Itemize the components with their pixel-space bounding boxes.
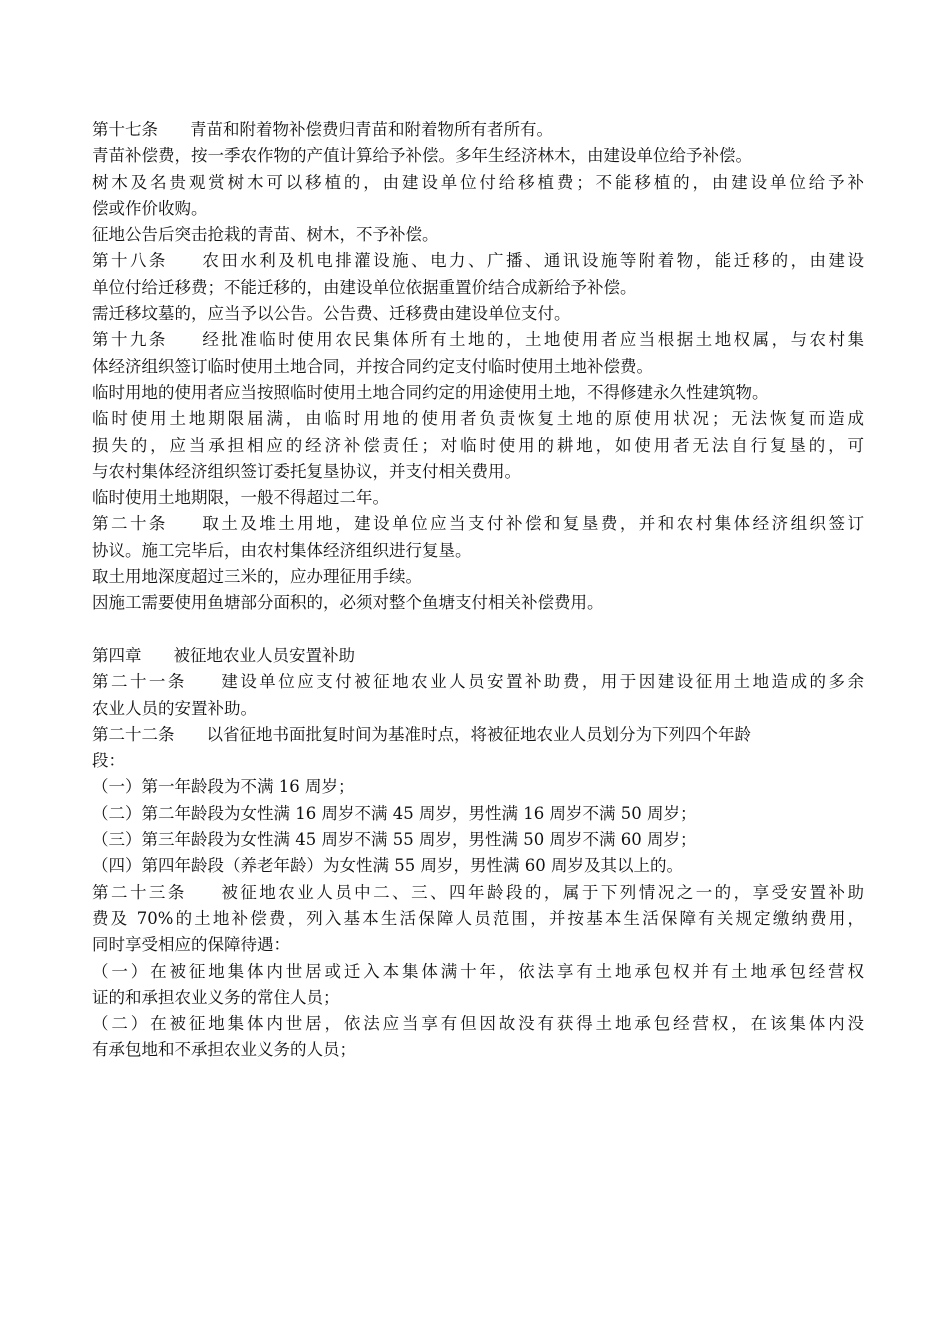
paragraph-line: 单位付给迁移费；不能迁移的，由建设单位依据重置价结合成新给予补偿。 — [92, 277, 637, 297]
paragraph-line: 树木及名贵观赏树木可以移植的，由建设单位付给移植费；不能移植的，由建设单位给予补 — [92, 172, 864, 192]
list-item-continuation: 证的和承担农业义务的常住人员； — [92, 987, 340, 1007]
list-item: （一）在被征地集体内世居或迁入本集体满十年，依法享有土地承包权并有土地承包经营权 — [92, 961, 864, 981]
paragraph-line: 取土用地深度超过三米的，应办理征用手续。 — [92, 567, 422, 587]
article-22-line-1: 第二十二条 以省征地书面批复时间为基准时点，将被征地农业人员划分为下列四个年龄 — [92, 724, 751, 744]
article-17-line-1: 第十七条 青苗和附着物补偿费归青苗和附着物所有者所有。 — [92, 120, 553, 139]
article-19-heading: 第十九条 — [92, 330, 168, 350]
paragraph-line: 段： — [92, 751, 125, 771]
list-item: （一）第一年龄段为不满 16 周岁； — [92, 777, 355, 797]
paragraph-gap — [92, 617, 864, 643]
article-20-heading: 第二十条 — [92, 514, 168, 534]
article-23-heading: 第二十三条 — [92, 882, 187, 902]
list-item-continuation: 有承包地和不承担农业义务的人员； — [92, 1040, 356, 1060]
paragraph-line: 农业人员的安置补助。 — [92, 698, 257, 718]
paragraph-line: 需迁移坟墓的，应当予以公告。公告费、迁移费由建设单位支付。 — [92, 304, 571, 324]
list-item: （四）第四年龄段（养老年龄）为女性满 55 周岁，男性满 60 周岁及其以上的。 — [92, 856, 683, 876]
article-22-heading: 第二十二条 — [92, 724, 175, 744]
paragraph-line: 临时用地的使用者应当按照临时使用土地合同约定的用途使用土地，不得修建永久性建筑物。 — [92, 382, 769, 402]
paragraph-line: 青苗补偿费，按一季农作物的产值计算给予补偿。多年生经济林木，由建设单位给予补偿。 — [92, 146, 752, 166]
paragraph-line: 征地公告后突击抢栽的青苗、树木，不予补偿。 — [92, 225, 439, 245]
article-19-line-1: 第十九条 经批准临时使用农民集体所有土地的，土地使用者应当根据土地权属，与农村集 — [92, 330, 865, 350]
list-item: （三）第三年龄段为女性满 45 周岁不满 55 周岁，男性满 50 周岁不满 60 周岁； — [92, 830, 697, 850]
paragraph-line: 协议。施工完毕后，由农村集体经济组织进行复垦。 — [92, 540, 472, 560]
article-21-heading: 第二十一条 — [92, 672, 187, 692]
article-17-heading: 第十七条 — [92, 120, 158, 139]
paragraph-line: 损失的，应当承担相应的经济补偿责任；对临时使用的耕地，如使用者无法自行复垦的，可 — [92, 435, 864, 455]
paragraph-line: 与农村集体经济组织签订委托复垦协议，并支付相关费用。 — [92, 461, 521, 481]
list-item: （二）在被征地集体内世居，依法应当享有但因故没有获得土地承包经营权，在该集体内没 — [92, 1014, 864, 1034]
paragraph-line: 因施工需要使用鱼塘部分面积的，必须对整个鱼塘支付相关补偿费用。 — [92, 593, 604, 613]
paragraph-line: 临时使用土地期限，一般不得超过二年。 — [92, 488, 389, 508]
paragraph-line: 偿或作价收购。 — [92, 198, 208, 218]
article-21-line-1: 第二十一条 建设单位应支付被征地农业人员安置补助费，用于因建设征用土地造成的多余 — [92, 672, 865, 692]
paragraph-line: 费及 70%的土地补偿费，列入基本生活保障人员范围，并按基本生活保障有关规定缴纳费用， — [92, 908, 864, 928]
list-item: （二）第二年龄段为女性满 16 周岁不满 45 周岁，男性满 16 周岁不满 50 周岁； — [92, 803, 697, 823]
article-23-line-1: 第二十三条 被征地农业人员中二、三、四年龄段的，属于下列情况之一的，享受安置补助 — [92, 882, 865, 902]
article-20-line-1: 第二十条 取土及堆土用地，建设单位应当支付补偿和复垦费，并和农村集体经济组织签订 — [92, 514, 865, 534]
paragraph-line: 同时享受相应的保障待遇： — [92, 935, 290, 955]
chapter-4-heading: 第四章 — [92, 645, 142, 665]
chapter-4-title: 被征地农业人员安置补助 — [173, 645, 355, 665]
paragraph-line: 体经济组织签订临时使用土地合同，并按合同约定支付临时使用土地补偿费。 — [92, 356, 653, 376]
article-18-line-1: 第十八条 农田水利及机电排灌设施、电力、广播、通讯设施等附着物，能迁移的，由建设 — [92, 251, 865, 271]
chapter-4-heading-line — [92, 643, 864, 669]
article-18-heading: 第十八条 — [92, 251, 168, 271]
document-body — [92, 117, 864, 1064]
paragraph-line: 临时使用土地期限届满，由临时用地的使用者负责恢复土地的原使用状况；无法恢复而造成 — [92, 409, 864, 429]
